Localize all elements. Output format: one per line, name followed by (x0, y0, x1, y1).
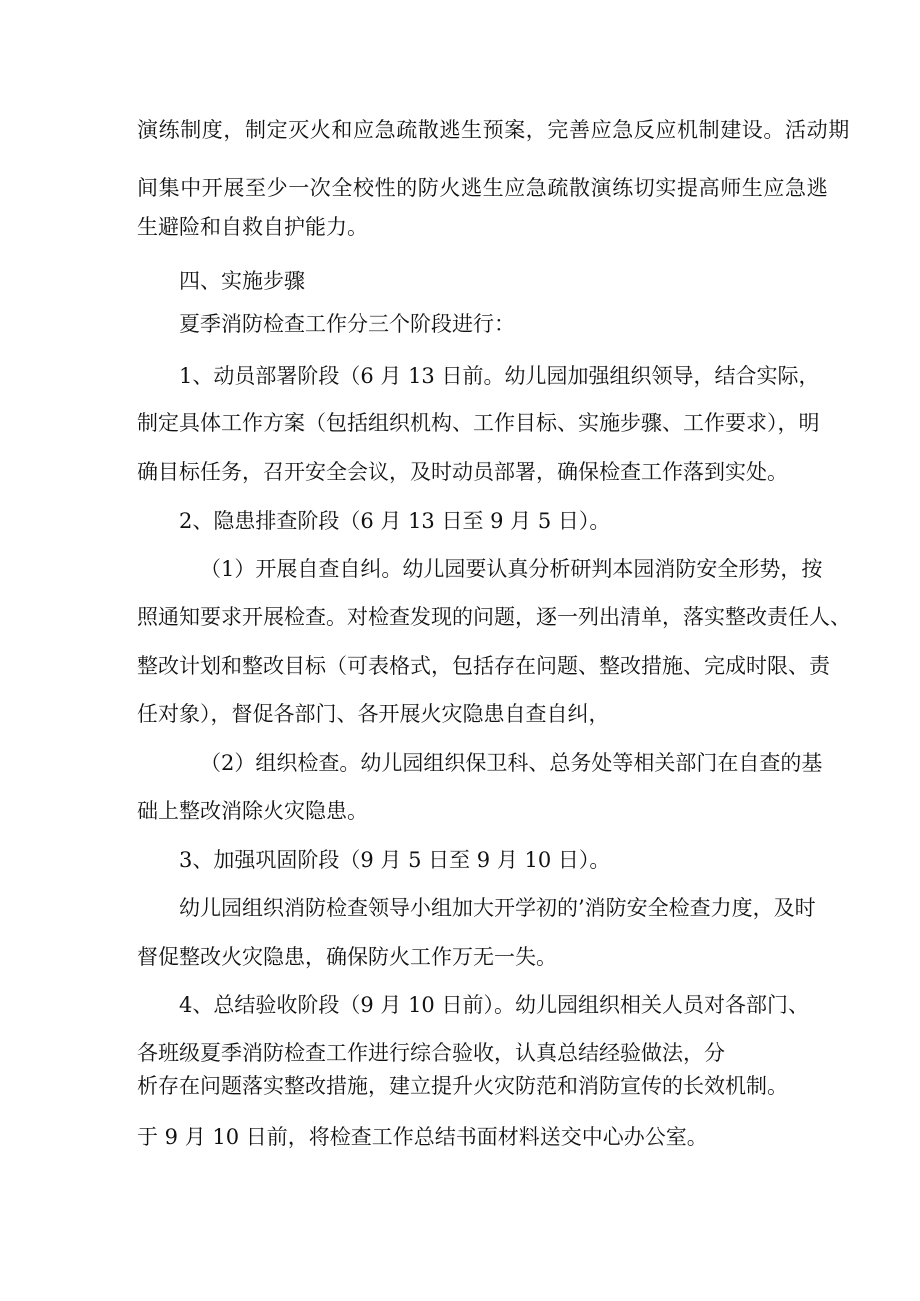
text-line: 照通知要求开展检查。对检查发现的问题，逐一列出清单，落实整改责任人、 (137, 605, 851, 629)
section-heading: 四、实施步骤 (179, 269, 305, 293)
text-line: （2）组织检查。幼儿园组织保卫科、总务处等相关部门在自查的基 (200, 751, 823, 775)
text-line: （1）开展自查自纠。幼儿园要认真分析研判本园消防安全形势，按 (200, 557, 823, 581)
text-line: 演练制度，制定灭火和应急疏散逃生预案，完善应急反应机制建设。活动期 (137, 118, 850, 142)
text-line: 生避险和自救自护能力。 (137, 215, 368, 239)
text-line: 确目标任务，召开安全会议，及时动员部署，确保检查工作落到实处。 (137, 460, 788, 484)
text-line: 整改计划和整改目标（可表格式，包括存在问题、整改措施、完成时限、责 (137, 654, 830, 678)
text-line: 2、隐患排查阶段（6 月 13 日至 9 月 5 日）。 (179, 509, 611, 533)
text-line: 幼儿园组织消防检查领导小组加大开学初的’消防安全检查力度，及时 (179, 896, 816, 920)
text-line: 间集中开展至少一次全校性的防火逃生应急疏散演练切实提高师生应急逃 (137, 176, 829, 200)
text-line: 1、动员部署阶段（6 月 13 日前。幼儿园加强组织领导，结合实际， (179, 364, 820, 388)
text-line: 础上整改消除火灾隐患。 (137, 799, 368, 823)
text-line: 4、总结验收阶段（9 月 10 日前）。幼儿园组织相关人员对各部门、 (179, 993, 809, 1017)
text-line: 任对象），督促各部门、各开展火灾隐患自查自纠， (137, 702, 610, 726)
text-line: 于 9 月 10 日前，将检查工作总结书面材料送交中心办公室。 (137, 1125, 708, 1149)
text-line: 夏季消防检查工作分三个阶段进行： (179, 312, 515, 336)
text-line: 制定具体工作方案（包括组织机构、工作目标、实施步骤、工作要求），明 (137, 411, 820, 435)
text-line: 3、加强巩固阶段（9 月 5 日至 9 月 10 日）。 (179, 848, 611, 872)
text-line: 各班级夏季消防检查工作进行综合验收，认真总结经验做法，分 (137, 1041, 725, 1065)
text-line: 析存在问题落实整改措施，建立提升火灾防范和消防宣传的长效机制。 (137, 1074, 788, 1098)
text-line: 督促整改火灾隐患，确保防火工作万无一失。 (137, 945, 557, 969)
